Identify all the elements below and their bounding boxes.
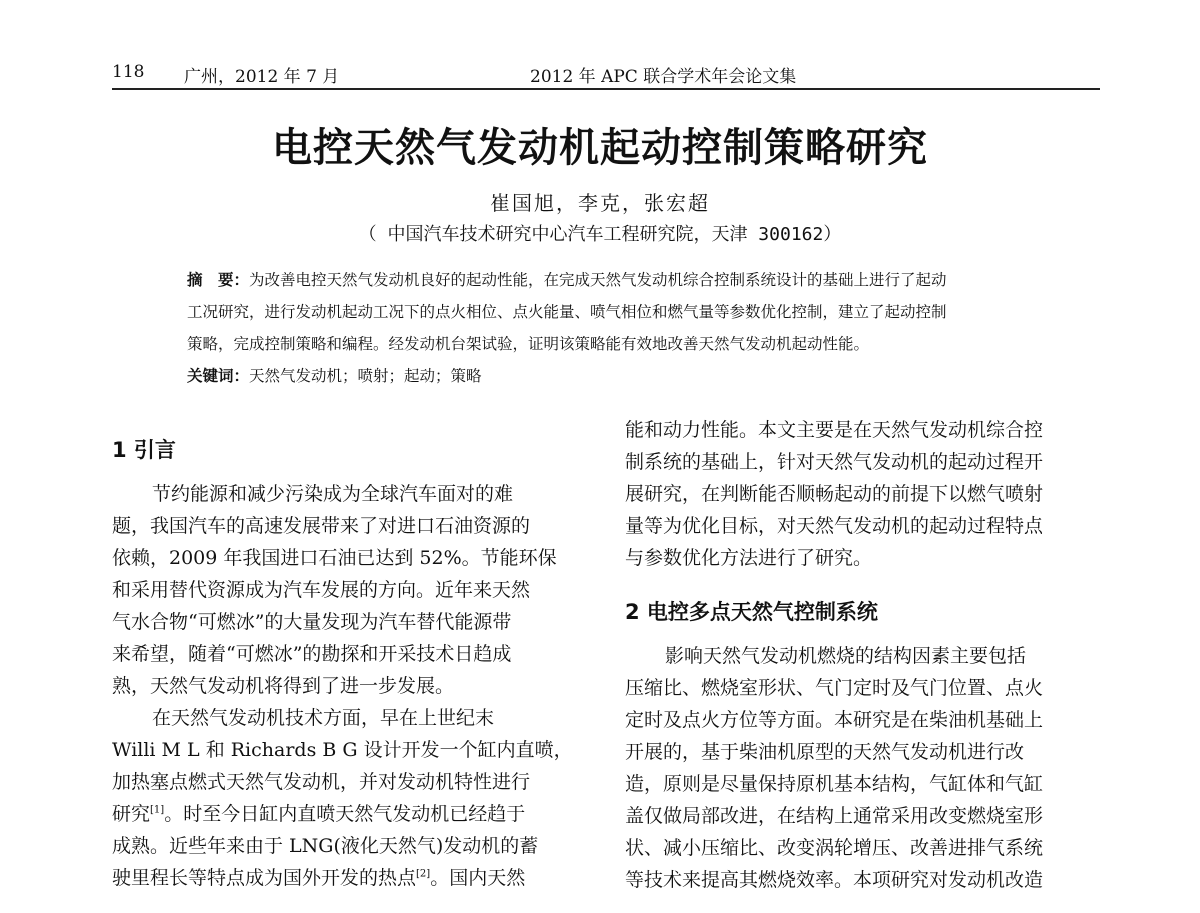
text-line: 展研究，在判断能否顺畅起动的前提下以燃气喷射 — [625, 483, 1044, 505]
text-line: 能和动力性能。本文主要是在天然气发动机综合控 — [625, 419, 1044, 441]
authors: 崔国旭，李克，张宏超 — [490, 191, 710, 215]
text-line: 成熟。近些年来由于 LNG(液化天然气)发动机的蓄 — [112, 835, 539, 857]
text-line: 加热塞点燃式天然气发动机，并对发动机特性进行 — [112, 771, 531, 793]
header-proceedings: 2012 年 APC 联合学术年会论文集 — [530, 67, 797, 87]
text-line: 来希望，随着“可燃冰”的勘探和开采技术日趋成 — [112, 643, 512, 665]
section-1-heading: 1 引言 — [112, 438, 176, 462]
abstract-label: 摘 要： — [187, 270, 250, 289]
text-line: Willi M L 和 Richards B G 设计开发一个缸内直喷， — [112, 739, 573, 761]
text-line: 状、减小压缩比、改变涡轮增压、改善进排气系统 — [625, 837, 1044, 859]
header-location-date: 广州，2012 年 7 月 — [184, 67, 340, 87]
text-line: 盖仅做局部改进，在结构上通常采用改变燃烧室形 — [625, 805, 1044, 827]
right-column-continuation — [625, 414, 1105, 574]
paper-title: 电控天然气发动机起动控制策略研究 — [272, 125, 928, 171]
text-line: 研究[1]。时至今日缸内直喷天然气发动机已经趋于 — [112, 803, 526, 825]
text-line: 驶里程长等特点成为国外开发的热点[2]。国内天然 — [112, 867, 526, 889]
page-number: 118 — [112, 62, 145, 82]
text-line: 造，原则是尽量保持原机基本结构，气缸体和气缸 — [625, 773, 1044, 795]
text-line: 节约能源和减少污染成为全球汽车面对的难 — [152, 483, 514, 505]
keywords: 天然气发动机；喷射；起动；策略 — [249, 367, 482, 385]
text-line: 影响天然气发动机燃烧的结构因素主要包括 — [665, 645, 1027, 667]
running-header — [112, 62, 1100, 86]
abstract-line: 为改善电控天然气发动机良好的起动性能，在完成天然气发动机综合控制系统设计的基础上进行了起动 — [249, 271, 947, 289]
text-line: 开展的，基于柴油机原型的天然气发动机进行改 — [625, 741, 1025, 763]
text-line: 熟，天然气发动机将得到了进一步发展。 — [112, 675, 455, 697]
keywords-label: 关键词： — [187, 366, 250, 385]
text-line: 量等为优化目标，对天然气发动机的起动过程特点 — [625, 515, 1044, 537]
text-line: 定时及点火方位等方面。本研究是在柴油机基础上 — [625, 709, 1044, 731]
text-line: 在天然气发动机技术方面，早在上世纪末 — [152, 707, 495, 729]
text-line: 制系统的基础上，针对天然气发动机的起动过程开 — [625, 451, 1044, 473]
text-line: 压缩比、燃烧室形状、气门定时及气门位置、点火 — [625, 677, 1044, 699]
text-line: 气水合物“可燃冰”的大量发现为汽车替代能源带 — [112, 611, 512, 633]
citation-ref: [1] — [150, 804, 165, 816]
section-2-heading: 2 电控多点天然气控制系统 — [625, 600, 878, 624]
text-line: 和采用替代资源成为汽车发展的方向。近年来天然 — [112, 579, 531, 601]
abstract-line: 策略，完成控制策略和编程。经发动机台架试验，证明该策略能有效地改善天然气发动机起动性能。 — [187, 335, 870, 353]
text-line: 题，我国汽车的高速发展带来了对进口石油资源的 — [112, 515, 531, 537]
text-line: 等技术来提高其燃烧效率。本项研究对发动机改造 — [625, 869, 1044, 891]
left-column — [112, 478, 587, 913]
affiliation: （ 中国汽车技术研究中心汽车工程研究院，天津 300162） — [358, 224, 842, 245]
citation-ref: [2] — [416, 868, 431, 880]
right-column-section-2 — [625, 640, 1105, 913]
header-rule — [112, 88, 1100, 90]
abstract-line: 工况研究，进行发动机起动工况下的点火相位、点火能量、喷气相位和燃气量等参数优化控制，建立了起动控制 — [187, 303, 947, 321]
text-line: 与参数优化方法进行了研究。 — [625, 547, 873, 569]
text-line: 依赖，2009 年我国进口石油已达到 52%。节能环保 — [112, 547, 557, 569]
